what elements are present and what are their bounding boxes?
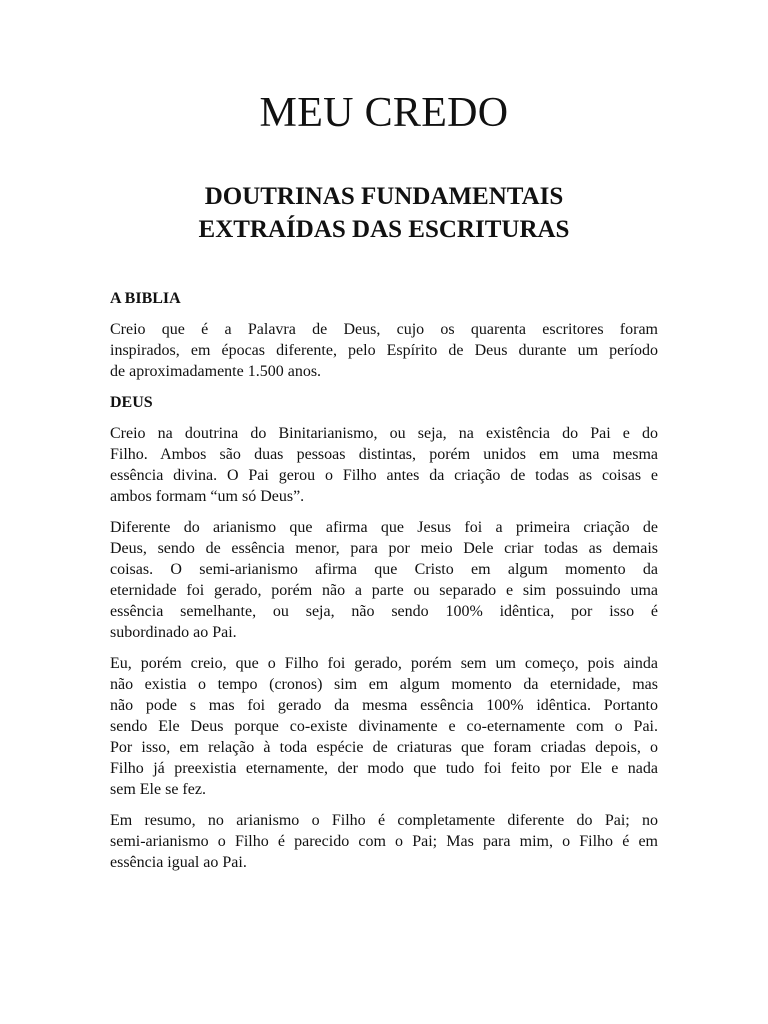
paragraph (110, 319, 658, 382)
text-line: inspirados, em épocas diferente, pelo Espírito de Deus durante um período (110, 342, 658, 359)
text-line: essência semelhante, ou seja, não sendo 100% idêntica, por isso é (110, 603, 658, 620)
text-line: Creio que é a Palavra de Deus, cujo os quarenta escritores foram (110, 321, 658, 338)
text-line: Por isso, em relação à toda espécie de criaturas que foram criadas depois, o (110, 739, 658, 756)
text-line: de aproximadamente 1.500 anos. (110, 363, 322, 380)
paragraph (110, 517, 658, 643)
text-line: Creio na doutrina do Binitarianismo, ou seja, na existência do Pai e do (110, 425, 658, 442)
text-line: semi-arianismo o Filho é parecido com o Pai; Mas para mim, o Filho é em (110, 833, 658, 850)
subtitle-line: DOUTRINAS FUNDAMENTAIS (204, 183, 564, 210)
section-heading-deus: DEUS (110, 394, 153, 411)
text-line: não existia o tempo (cronos) sim em algum momento da eternidade, mas (110, 676, 658, 693)
text-line: essência divina. O Pai gerou o Filho antes da criação de todas as coisas e (110, 467, 658, 484)
text-line: subordinado ao Pai. (110, 624, 237, 641)
paragraph (110, 810, 658, 873)
paragraph (110, 653, 658, 800)
text-line: coisas. O semi-arianismo afirma que Cristo em algum momento da (110, 561, 658, 578)
text-line: Deus, sendo de essência menor, para por meio Dele criar todas as demais (110, 540, 658, 557)
text-line: Filho já preexistia eternamente, der modo que tudo foi feito por Ele e nada (110, 760, 658, 777)
page-title: MEU CREDO (259, 90, 509, 136)
text-line: Filho. Ambos são duas pessoas distintas, porém unidos em uma mesma (110, 446, 658, 463)
text-line: sem Ele se fez. (110, 781, 206, 798)
page-subtitle (0, 180, 768, 246)
text-line: não pode s mas foi gerado da mesma essência 100% idêntica. Portanto (110, 697, 658, 714)
text-line: Eu, porém creio, que o Filho foi gerado, porém sem um começo, pois ainda (110, 655, 658, 672)
section-heading-biblia: A BIBLIA (110, 290, 181, 307)
document-body (110, 288, 658, 883)
subtitle-line: EXTRAÍDAS DAS ESCRITURAS (198, 216, 570, 243)
text-line: sendo Ele Deus porque co-existe divinamente e co-eternamente com o Pai. (110, 718, 658, 735)
text-line: Em resumo, no arianismo o Filho é completamente diferente do Pai; no (110, 812, 658, 829)
text-line: ambos formam “um só Deus”. (110, 488, 305, 505)
text-line: Diferente do arianismo que afirma que Jesus foi a primeira criação de (110, 519, 658, 536)
text-line: eternidade foi gerado, porém não a parte ou separado e sim possuindo uma (110, 582, 658, 599)
text-line: essência igual ao Pai. (110, 854, 247, 871)
paragraph (110, 423, 658, 507)
